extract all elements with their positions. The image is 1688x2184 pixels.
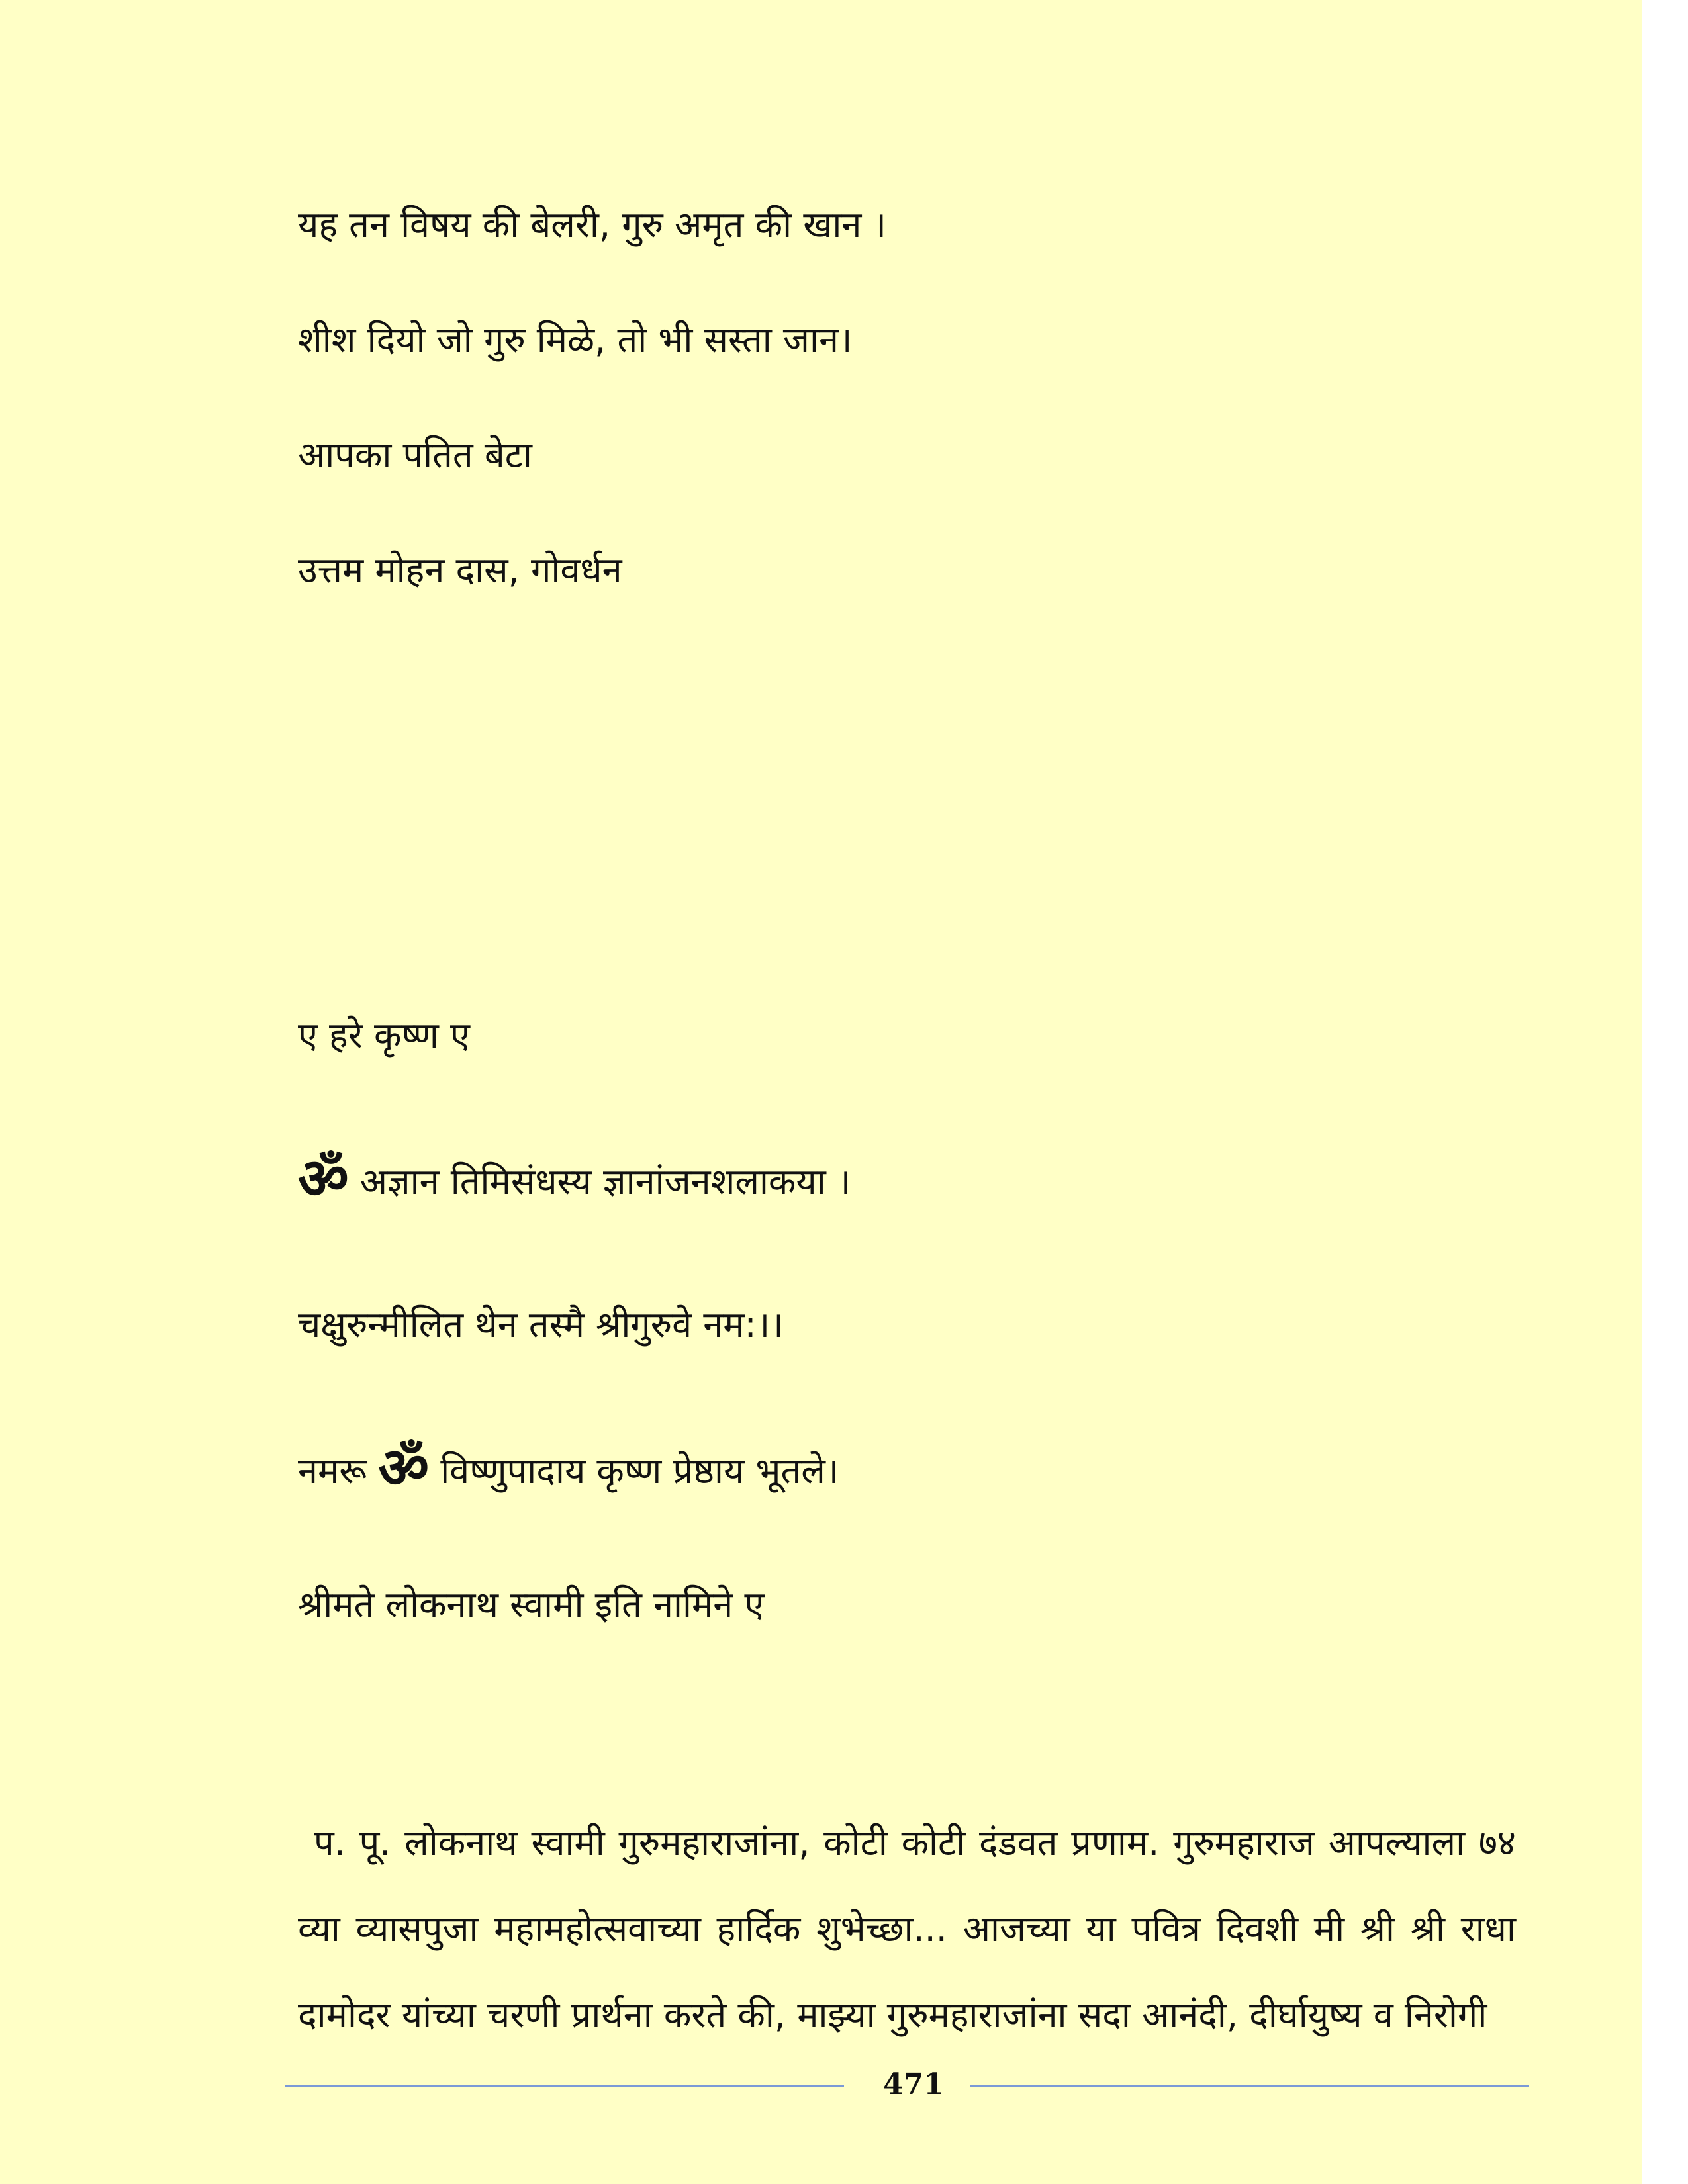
mantra-line-1-text: अज्ञान तिमिसंधस्य ज्ञानांजनशलाकया । xyxy=(359,1161,851,1203)
footer-rule-left xyxy=(285,2085,844,2087)
body-paragraph: प. पू. लोकनाथ स्वामी गुरुमहाराजांना, कोटी कोटी दंडवत प्रणाम. गुरुमहाराज आपल्याला ७४ व्या व्यासपुजा महामहोत्सवाच्या हार्दिक शुभेच्छा... आजच्या या पवित्र दिवशी मी श्री श्री राधा दामोदर यांच्या चरणी प्रार्थना करते की, माझ्या गुरुमहाराजांना सदा आनंदी, दीर्घायुष्य व निरोगी xyxy=(298,1822,1516,2036)
om-symbol-icon: ॐ xyxy=(298,1146,349,1211)
om-symbol-icon: ॐ xyxy=(378,1435,430,1500)
pranati-line-2: श्रीमते लोकनाथ स्वामी इति नामिने ए xyxy=(298,1584,765,1625)
poem-line-2: शीश दियो जो गुरु मिळे, तो भी सस्ता जान। xyxy=(298,319,853,361)
pranati-prefix: नमरू xyxy=(298,1450,367,1492)
poem-line-1: यह तन विषय की बेलरी, गुरु अमृत की खान । xyxy=(298,204,886,246)
mantra-line-2: चक्षुरुन्मीलित थेन तस्मै श्रीगुरुवे नम:।। xyxy=(298,1304,784,1345)
offering-heading: ए हरे कृष्ण ए xyxy=(298,1015,470,1056)
signature-closing: आपका पतित बेटा xyxy=(298,434,532,476)
signature-name: उत्तम मोहन दास, गोवर्धन xyxy=(298,549,622,591)
pranati-suffix: विष्णुपादाय कृष्ण प्रेष्ठाय भूतले। xyxy=(440,1450,839,1492)
mantra-line-1 xyxy=(298,1146,851,1211)
pranati-line-1 xyxy=(298,1435,839,1500)
page-number: 471 xyxy=(883,2068,944,2101)
footer-rule-right xyxy=(970,2085,1529,2087)
